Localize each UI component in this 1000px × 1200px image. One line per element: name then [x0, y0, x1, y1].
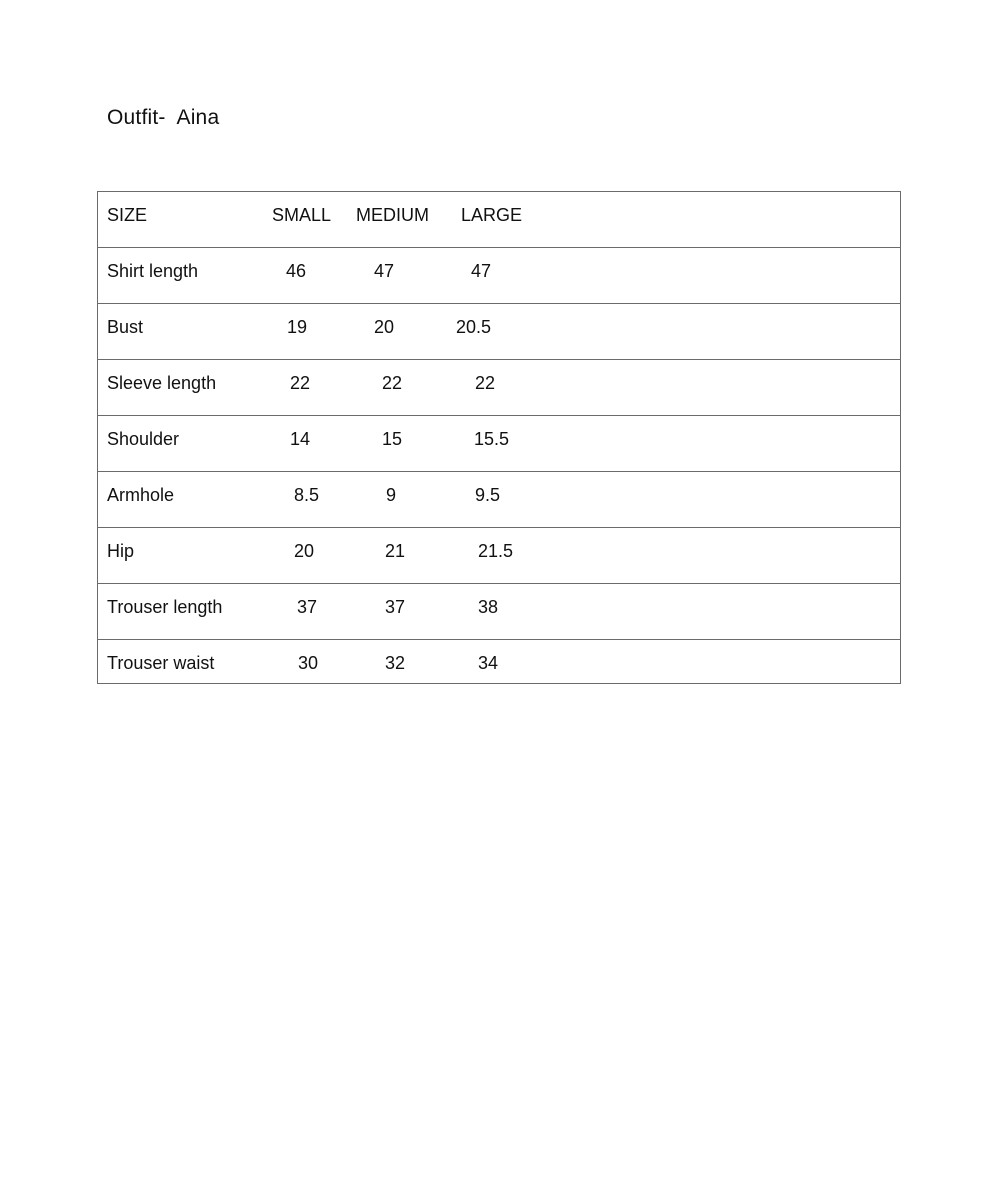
- cell-medium: 22: [382, 373, 403, 393]
- cell-small: 46: [286, 261, 307, 281]
- cell-large: 20.5: [456, 317, 492, 337]
- cell-large: 22: [475, 373, 496, 393]
- row-label: Trouser length: [107, 597, 223, 617]
- cell-small: 22: [290, 373, 311, 393]
- document-title: Outfit- Aina: [107, 106, 220, 129]
- cell-large: 34: [478, 653, 499, 673]
- size-chart-table: [97, 191, 901, 684]
- cell-small: 20: [294, 541, 315, 561]
- cell-large: 38: [478, 597, 499, 617]
- row-label: Bust: [107, 317, 144, 337]
- table-row-shirt-length: [98, 248, 900, 304]
- row-label: Trouser waist: [107, 653, 215, 673]
- cell-medium: 37: [385, 597, 406, 617]
- cell-small: 8.5: [294, 485, 320, 505]
- cell-large: 9.5: [475, 485, 501, 505]
- cell-large: 21.5: [478, 541, 514, 561]
- cell-medium: 15: [382, 429, 403, 449]
- row-label: Shirt length: [107, 261, 199, 281]
- table-row-trouser-waist: [98, 640, 900, 685]
- cell-medium: 47: [374, 261, 395, 281]
- header-size: SIZE: [107, 205, 148, 225]
- cell-medium: 20: [374, 317, 395, 337]
- cell-large: 15.5: [474, 429, 510, 449]
- row-label: Hip: [107, 541, 135, 561]
- table-row-sleeve-length: [98, 360, 900, 416]
- cell-medium: 9: [386, 485, 397, 505]
- row-label: Armhole: [107, 485, 175, 505]
- cell-small: 30: [298, 653, 319, 673]
- cell-small: 37: [297, 597, 318, 617]
- table-row-shoulder: [98, 416, 900, 472]
- cell-small: 14: [290, 429, 311, 449]
- table-row-bust: [98, 304, 900, 360]
- row-label: Shoulder: [107, 429, 180, 449]
- table-row-hip: [98, 528, 900, 584]
- header-small: SMALL: [272, 205, 332, 225]
- cell-large: 47: [471, 261, 492, 281]
- header-medium: MEDIUM: [356, 205, 429, 225]
- header-large: LARGE: [461, 205, 523, 225]
- cell-medium: 21: [385, 541, 406, 561]
- table-row-armhole: [98, 472, 900, 528]
- row-label: Sleeve length: [107, 373, 217, 393]
- table-row-trouser-length: [98, 584, 900, 640]
- table-header-row: [98, 192, 900, 248]
- cell-medium: 32: [385, 653, 406, 673]
- cell-small: 19: [287, 317, 308, 337]
